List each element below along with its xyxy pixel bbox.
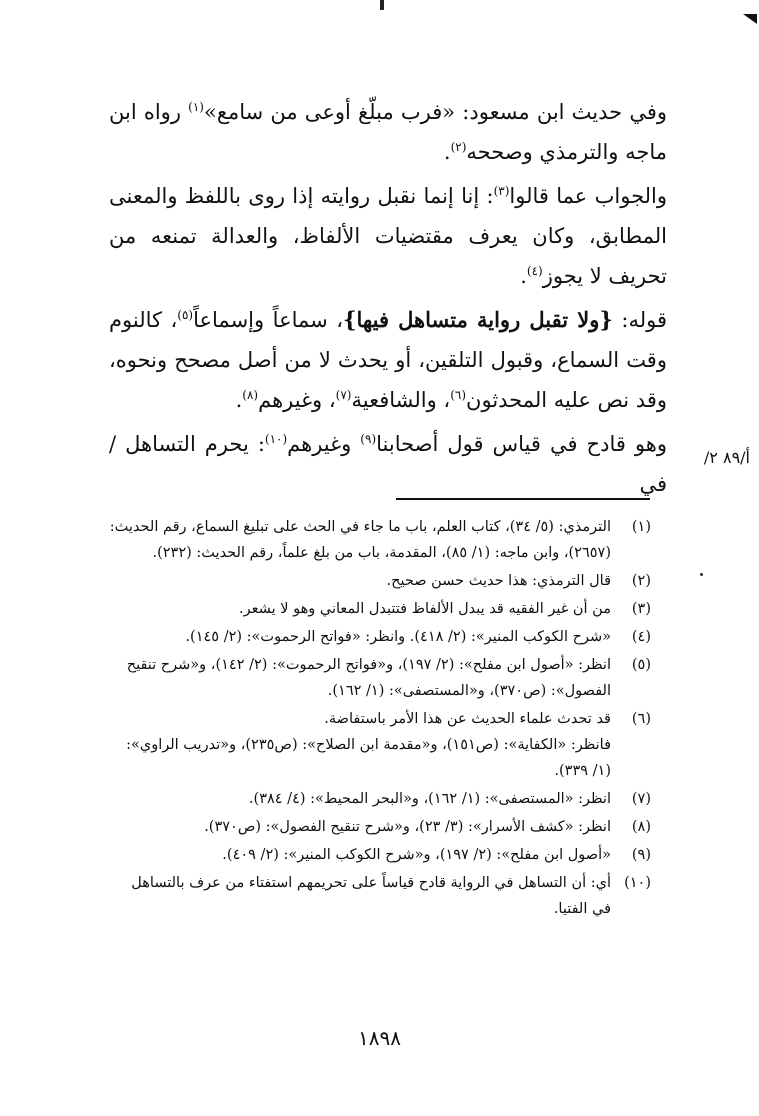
footnote-marker: (٧)	[335, 388, 352, 402]
text-run: ، سماعاً وإسماعاً	[193, 308, 344, 332]
footnote-marker: (٢)	[450, 140, 467, 154]
text-run: : إنا إنما نقبل روايته إذا روى باللفظ والمعنى المطابق، وكان يعرف مقتضيات الألفاظ، والعدالة تمنعه من تحريف لا يجوز	[109, 184, 667, 288]
text-run: وهو قادح في قياس قول أصحابنا	[376, 432, 667, 456]
footnote-marker: (٤)	[526, 264, 543, 278]
body-paragraph	[109, 424, 667, 504]
text-run: .	[235, 388, 243, 412]
text-run: والجواب عما قالوا	[509, 184, 667, 208]
text-run: ، وغيرهم	[258, 388, 336, 412]
footnote-marker: (١٠)	[264, 432, 288, 446]
footnote-number: (٩)	[631, 847, 651, 863]
text-run: قوله:	[612, 308, 667, 332]
text-run: رواه ابن ماجه والترمذي وصححه	[109, 100, 667, 164]
footnote-text: قد تحدث علماء الحديث عن هذا الأمر باستفاضة.	[324, 711, 611, 727]
text-run: وفي حديث ابن مسعود: «فرب مبلّغ أوعى من سامع»	[203, 100, 668, 124]
footnote-text: الترمذي: (٥/ ٣٤)، كتاب العلم، باب ما جاء في الحث على تبليغ السماع، رقم الحديث: (٢٦٥٧)، وابن ماجه: (١/ ٨٥)، المقدمة، باب من بلغ علماً، رقم الحديث: (٢٣٢).	[109, 519, 611, 561]
footnote-text: انظر: «المستصفى»: (١/ ١٦٢)، و«البحر المحيط»: (٤/ ٣٨٤).	[248, 791, 611, 807]
stray-dot	[700, 573, 703, 576]
footnote-marker: (١)	[188, 100, 204, 114]
footnote	[109, 842, 651, 868]
body-paragraph	[109, 176, 667, 296]
footnote-number: (١)	[631, 519, 651, 535]
footnote-text: قال الترمذي: هذا حديث حسن صحيح.	[386, 573, 611, 589]
footnote-marker: (٨)	[242, 388, 259, 402]
text-run: .	[520, 264, 527, 288]
text-run: ، والشافعية	[351, 388, 451, 412]
footnote-marker: (٩)	[360, 432, 377, 446]
text-run: ، كالنوم وقت السماع، وقبول التلقين، أو يحدث لا من أصل مصحح ونحوه، وقد نص عليه المحدثون	[109, 308, 667, 412]
footnote	[109, 568, 651, 594]
main-text	[109, 92, 667, 508]
footnote	[109, 596, 651, 622]
footnote-marker: (٦)	[450, 388, 467, 402]
footnote-number: (٥)	[631, 657, 651, 673]
footnote	[109, 870, 651, 922]
footnote-text: فانظر: «الكفاية»: (ص١٥١)، و«مقدمة ابن الصلاح»: (ص٢٣٥)، و«تدريب الراوي»: (١/ ٣٣٩).	[126, 737, 611, 779]
quoted-matn: {ولا تقبل رواية متساهل فيها}	[343, 307, 613, 332]
text-run: : يحرم التساهل / في	[109, 432, 667, 496]
footnote-text: أي: أن التساهل في الرواية قادح قياساً على تحريمهم استفتاء من عرف بالتساهل في الفتيا.	[131, 875, 611, 917]
footnote-text: «شرح الكوكب المنير»: (٢/ ٤١٨). وانظر: «فواتح الرحموت»: (٢/ ١٤٥).	[185, 629, 611, 645]
footnote	[109, 706, 651, 784]
footnote-separator	[396, 498, 650, 500]
footnotes	[109, 514, 651, 924]
footnote-text: انظر: «أصول ابن مفلح»: (٢/ ١٩٧)، و«فواتح الرحموت»: (٢/ ١٤٢)، و«شرح تنقيح الفصول»: (ص٣٧٠)، و«المستصفى»: (١/ ١٦٢).	[126, 657, 611, 699]
footnote-number: (٦)	[631, 711, 651, 727]
footnote-text: «أصول ابن مفلح»: (٢/ ١٩٧)، و«شرح الكوكب المنير»: (٢/ ٤٠٩).	[222, 847, 611, 863]
body-paragraph	[109, 300, 667, 420]
corner-arrow-icon	[743, 14, 757, 24]
footnote	[109, 624, 651, 650]
footnote-number: (٣)	[631, 601, 651, 617]
page-number: ١٨٩٨	[358, 1026, 401, 1050]
footnote-number: (٨)	[631, 819, 651, 835]
body-paragraph	[109, 92, 667, 172]
footnote	[109, 514, 651, 566]
margin-manuscript-ref: أ/٨٩ ٢/	[703, 448, 750, 467]
footnote-marker: (٣)	[493, 184, 510, 198]
text-run: وغيرهم	[287, 432, 361, 456]
footnote	[109, 786, 651, 812]
footnote-marker: (٥)	[177, 308, 194, 322]
top-edge-mark	[380, 0, 384, 10]
footnote-number: (١٠)	[624, 875, 651, 891]
footnote-text: انظر: «كشف الأسرار»: (٣/ ٢٣)، و«شرح تنقيح الفصول»: (ص٣٧٠).	[204, 819, 611, 835]
footnote	[109, 652, 651, 704]
text-run: .	[443, 140, 451, 164]
footnote-number: (٤)	[631, 629, 651, 645]
footnote-text: من أن غير الفقيه قد يبدل الألفاظ فتتبدل المعاني وهو لا يشعر.	[239, 601, 611, 617]
footnote-number: (٧)	[631, 791, 651, 807]
footnote-number: (٢)	[631, 573, 651, 589]
footnote	[109, 814, 651, 840]
